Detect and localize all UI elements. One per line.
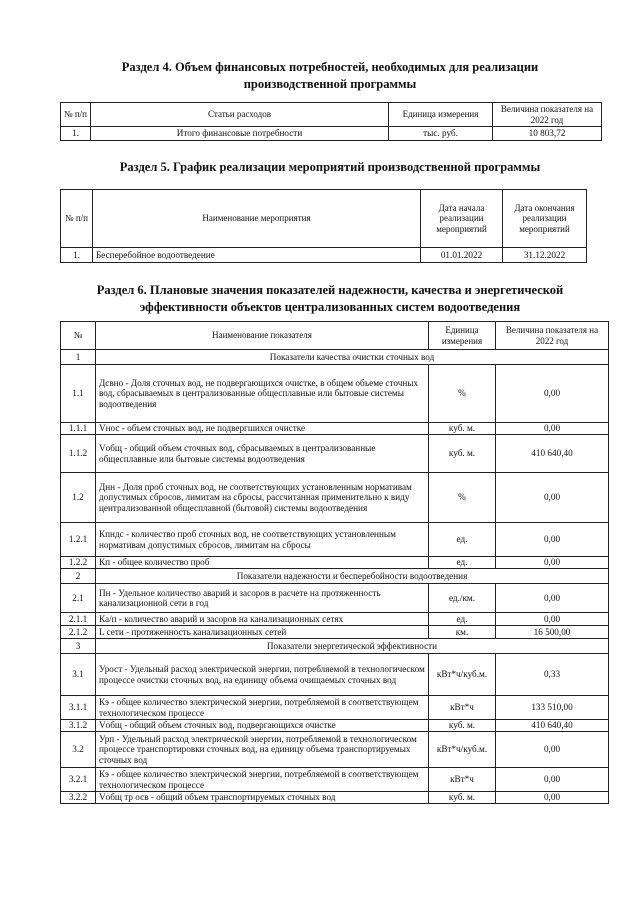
indicator-value: 0,00 <box>496 732 609 768</box>
row-num: 1 <box>61 350 96 365</box>
section6-title-line2: эффективности объектов централизованных систем водоотведения <box>139 300 521 314</box>
indicator-unit: ед. <box>429 523 496 557</box>
indicator-row <box>61 720 609 732</box>
indicator-name: Кэ - общее количество электрической энергии, потребляемой в соответствующем технологическом процессе <box>96 696 429 720</box>
indicator-value: 0,00 <box>496 557 609 569</box>
section-name: Показатели энергетической эффективности <box>96 639 609 654</box>
section-header-row <box>61 569 609 584</box>
indicator-row <box>61 792 609 804</box>
row-num: 1.1.2 <box>61 435 96 473</box>
section-name: Показатели качества очистки сточных вод <box>96 350 609 365</box>
section4-title <box>60 59 600 93</box>
indicator-value: 0,00 <box>496 473 609 523</box>
row-num: 3.2 <box>61 732 96 768</box>
indicator-row <box>61 584 609 613</box>
section-name: Показатели надежности и бесперебойности водоотведения <box>96 569 609 584</box>
indicator-row <box>61 613 609 626</box>
row-num: 1.2.1 <box>61 523 96 557</box>
row-num: 1. <box>61 248 93 263</box>
section4-row <box>61 127 602 141</box>
indicator-name: Vобщ - общий объем сточных вод, сбрасываемых в централизованные общесплавные или бытовые системы водоотведения <box>96 435 429 473</box>
section4-header-row <box>61 103 602 127</box>
section6-title-line1: Раздел 6. Плановые значения показателей надежности, качества и энергетической <box>96 283 564 297</box>
row-num: 2 <box>61 569 96 584</box>
indicator-name: Урост - Удельный расход электрической энергии, потребляемой в технологическом процессе очистки сточных вод, на единицу объема очищаемых сточных вод <box>96 654 429 696</box>
indicator-name: Vобщ тр осв - общий объем транспортируемых сточных вод <box>96 792 429 804</box>
indicator-name: Кэ - общее количество электрической энергии, потребляемой в соответствующем технологическом процессе <box>96 768 429 792</box>
indicator-unit: кВт*ч/куб.м. <box>429 654 496 696</box>
indicator-value: 0,00 <box>496 792 609 804</box>
indicator-value: 16 500,00 <box>496 626 609 639</box>
indicator-name: L сети - протяженность канализационных сетей <box>96 626 429 639</box>
header-num: № п/п <box>61 190 93 248</box>
indicator-value: 410 640,40 <box>496 435 609 473</box>
indicator-unit: кВт*ч/куб.м. <box>429 732 496 768</box>
indicator-unit: км. <box>429 626 496 639</box>
indicator-value: 0,00 <box>496 768 609 792</box>
section4-title-line1: Раздел 4. Объем финансовых потребностей, необходимых для реализации <box>121 60 539 74</box>
section5-row <box>61 248 587 263</box>
header-num: № п/п <box>61 103 91 127</box>
indicator-value: 133 510,00 <box>496 696 609 720</box>
header-value: Величина показателя на 2022 год <box>493 103 602 127</box>
indicator-unit: куб. м. <box>429 792 496 804</box>
header-name: Наименование мероприятия <box>93 190 421 248</box>
indicator-name: Vнос - объем сточных вод, не подвергшихся очистке <box>96 423 429 435</box>
indicator-value: 0,00 <box>496 523 609 557</box>
indicator-row <box>61 626 609 639</box>
indicator-row <box>61 557 609 569</box>
indicator-row <box>61 473 609 523</box>
indicator-name: Кп - общее количество проб <box>96 557 429 569</box>
indicator-value: 410 640,40 <box>496 720 609 732</box>
indicator-row <box>61 423 609 435</box>
indicator-value: 0,33 <box>496 654 609 696</box>
indicator-name: Урп - Удельный расход электрической энергии, потребляемой в технологическом процессе транспортировки сточных вод, на единицу объема транспортируемых сточных вод <box>96 732 429 768</box>
indicator-unit: куб. м. <box>429 423 496 435</box>
indicator-name: Днн - Доля проб сточных вод, не соответствующих установленным нормативам допустимых сбросов, лимитам на сбросы, рассчитанная применительно к виду централизованной общесплавной (бытовой) системы водоотведения <box>96 473 429 523</box>
indicator-row <box>61 654 609 696</box>
row-num: 2.1.2 <box>61 626 96 639</box>
indicator-value: 0,00 <box>496 423 609 435</box>
row-num: 2.1.1 <box>61 613 96 626</box>
indicator-name: Пн - Удельное количество аварий и засоров в расчете на протяженность канализационной сети в год <box>96 584 429 613</box>
indicator-value: 0,00 <box>496 613 609 626</box>
section4-title-line2: производственной программы <box>243 77 417 91</box>
row-num: 1.1.1 <box>61 423 96 435</box>
indicator-name: Дсвно - Доля сточных вод, не подвергающихся очистке, в общем объеме сточных вод, сбрасываемых в централизованные общесплавные или бытовые системы водоотведения <box>96 365 429 423</box>
row-unit: тыс. руб. <box>389 127 493 141</box>
indicator-unit: % <box>429 473 496 523</box>
row-num: 1. <box>61 127 91 141</box>
section6-table <box>60 321 609 804</box>
section5-title-wrap <box>60 159 600 176</box>
row-num: 1.2 <box>61 473 96 523</box>
section6-title <box>60 282 600 316</box>
indicator-unit: куб. м. <box>429 435 496 473</box>
section5-table <box>60 189 587 263</box>
row-num: 3.1.2 <box>61 720 96 732</box>
indicator-unit: ед. <box>429 613 496 626</box>
indicator-row <box>61 365 609 423</box>
row-name: Бесперебойное водоотведение <box>93 248 421 263</box>
header-item: Статьи расходов <box>91 103 389 127</box>
indicator-unit: ед./км. <box>429 584 496 613</box>
section6-header-row <box>61 322 609 350</box>
indicator-unit: ед. <box>429 557 496 569</box>
header-num: № <box>61 322 96 350</box>
indicator-unit: куб. м. <box>429 720 496 732</box>
section4-table <box>60 102 602 141</box>
header-name: Наименование показателя <box>96 322 429 350</box>
header-value: Величина показателя на 2022 год <box>496 322 609 350</box>
row-num: 3.2.1 <box>61 768 96 792</box>
indicator-unit: % <box>429 365 496 423</box>
section-header-row <box>61 350 609 365</box>
indicator-name: Кпндс - количество проб сточных вод, не соответствующих установленным нормативам допустимых сбросов, лимитам на сбросы <box>96 523 429 557</box>
section6-body <box>61 350 609 804</box>
indicator-row <box>61 732 609 768</box>
row-num: 3.1 <box>61 654 96 696</box>
section-header-row <box>61 639 609 654</box>
indicator-name: Vобщ - общий объем сточных вод, подвергающихся очистке <box>96 720 429 732</box>
row-num: 1.1 <box>61 365 96 423</box>
row-num: 2.1 <box>61 584 96 613</box>
header-unit: Единица измерения <box>389 103 493 127</box>
section5-title: Раздел 5. График реализации мероприятий производственной программы <box>119 160 541 174</box>
indicator-row <box>61 696 609 720</box>
header-unit: Единица измерения <box>429 322 496 350</box>
indicator-value: 0,00 <box>496 584 609 613</box>
row-num: 3 <box>61 639 96 654</box>
indicator-row <box>61 435 609 473</box>
row-start: 01.01.2022 <box>421 248 503 263</box>
indicator-row <box>61 523 609 557</box>
header-end: Дата окончания реализации мероприятий <box>503 190 587 248</box>
row-num: 3.1.1 <box>61 696 96 720</box>
header-start: Дата начала реализации мероприятий <box>421 190 503 248</box>
indicator-name: Ка/п - количество аварий и засоров на канализационных сетях <box>96 613 429 626</box>
row-value: 10 803,72 <box>493 127 602 141</box>
indicator-unit: кВт*ч <box>429 768 496 792</box>
row-num: 1.2.2 <box>61 557 96 569</box>
indicator-value: 0,00 <box>496 365 609 423</box>
row-num: 3.2.2 <box>61 792 96 804</box>
indicator-unit: кВт*ч <box>429 696 496 720</box>
section5-header-row <box>61 190 587 248</box>
row-item: Итого финансовые потребности <box>91 127 389 141</box>
indicator-row <box>61 768 609 792</box>
row-end: 31.12.2022 <box>503 248 587 263</box>
